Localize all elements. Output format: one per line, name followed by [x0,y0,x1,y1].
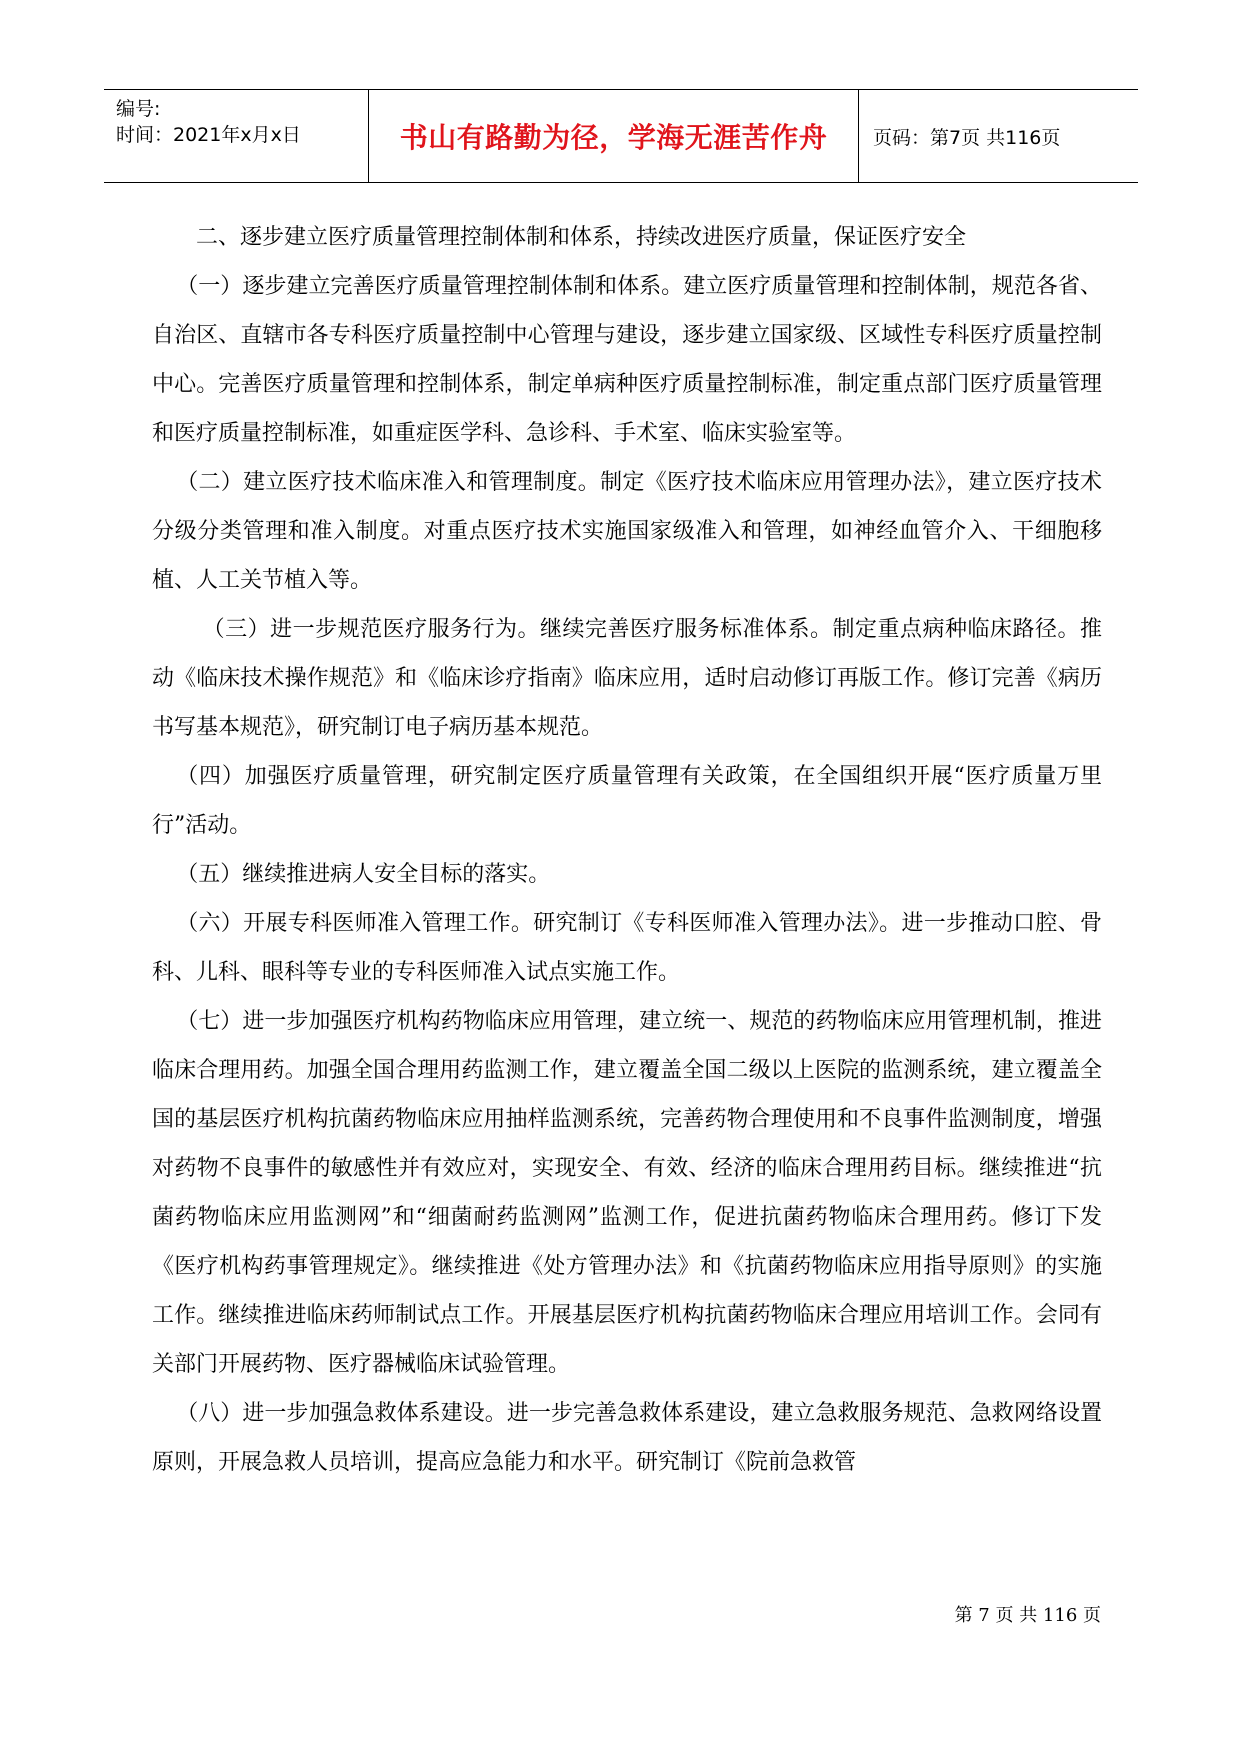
header-meta [104,90,369,182]
serial-number-label: 编号: [116,98,161,120]
page-footer: 第 7 页 共 116 页 [954,1605,1101,1626]
header-motto: 书山有路勤为径，学海无涯苦作舟 [399,121,828,154]
section-heading: 二、逐步建立医疗质量管理控制体制和体系，持续改进医疗质量，保证医疗安全 [196,225,967,250]
paragraph-7: （七）进一步加强医疗机构药物临床应用管理，建立统一、规范的药物临床应用管理机制，推进临床合理用药。加强全国合理用药监测工作，建立覆盖全国二级以上医院的监测系统，建立覆盖全国的基层医疗机构抗菌药物临床应用抽样监测系统，完善药物合理使用和不良事件监测制度，增强对药物不良事件的敏感性并有效应对，实现安全、有效、经济的临床合理用药目标。继续推进“抗菌药物临床应用监测网”和“细菌耐药监测网”监测工作，促进抗菌药物临床合理用药。修订下发《医疗机构药事管理规定》。继续推进《处方管理办法》和《抗菌药物临床应用指导原则》的实施工作。继续推进临床药师制试点工作。开展基层医疗机构抗菌药物临床合理应用培训工作。会同有关部门开展药物、医疗器械临床试验管理。 [152,1009,1102,1377]
paragraph-3: （三）进一步规范医疗服务行为。继续完善医疗服务标准体系。制定重点病种临床路径。推动《临床技术操作规范》和《临床诊疗指南》临床应用，适时启动修订再版工作。修订完善《病历书写基本规范》，研究制订电子病历基本规范。 [152,617,1102,740]
document-body [152,213,1102,1487]
page-header [104,89,1138,183]
paragraph-2: （二）建立医疗技术临床准入和管理制度。制定《医疗技术临床应用管理办法》，建立医疗技术分级分类管理和准入制度。对重点医疗技术实施国家级准入和管理，如神经血管介入、干细胞移植、人工关节植入等。 [152,470,1102,593]
header-motto-cell [369,90,859,182]
paragraph-8: （八）进一步加强急救体系建设。进一步完善急救体系建设，建立急救服务规范、急救网络设置原则，开展急救人员培训，提高应急能力和水平。研究制订《院前急救管 [152,1401,1102,1475]
paragraph-6: （六）开展专科医师准入管理工作。研究制订《专科医师准入管理办法》。进一步推动口腔、骨科、儿科、眼科等专业的专科医师准入试点实施工作。 [152,911,1102,985]
header-page-number: 页码：第7页 共116页 [873,126,1061,149]
paragraph-1: （一）逐步建立完善医疗质量管理控制体制和体系。建立医疗质量管理和控制体制，规范各省、自治区、直辖市各专科医疗质量控制中心管理与建设，逐步建立国家级、区域性专科医疗质量控制中心。完善医疗质量管理和控制体系，制定单病种医疗质量控制标准，制定重点部门医疗质量管理和医疗质量控制标准，如重症医学科、急诊科、手术室、临床实验室等。 [152,274,1102,446]
header-page-info [859,90,1138,182]
date-label: 时间：2021年x月x日 [116,124,301,146]
paragraph-5: （五）继续推进病人安全目标的落实。 [176,862,551,887]
paragraph-4: （四）加强医疗质量管理，研究制定医疗质量管理有关政策，在全国组织开展“医疗质量万里行”活动。 [152,764,1102,838]
